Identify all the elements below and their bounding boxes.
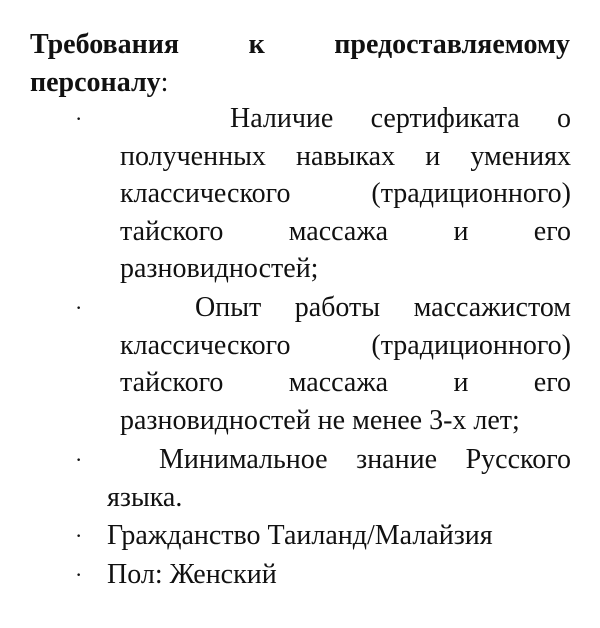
- bullet-icon: ·: [75, 106, 83, 131]
- section-heading: [30, 26, 570, 102]
- heading-colon: :: [160, 67, 169, 98]
- list-item-text: Минимальное знание Русского языка.: [107, 444, 571, 513]
- list-item-text: Опыт работы массажистом классического (традиционного) тайского массажа и его разновидностей не менее 3-х лет;: [120, 292, 571, 436]
- heading-title: Требования к предоставляемому персоналу: [30, 29, 570, 98]
- list-item-text: Пол: Женский: [107, 559, 277, 590]
- list-item-text: Гражданство Таиланд/Малайзия: [107, 520, 493, 551]
- bullet-icon: ·: [75, 562, 83, 587]
- bullet-icon: ·: [75, 295, 83, 320]
- bullet-icon: ·: [75, 523, 83, 548]
- bullet-icon: ·: [75, 447, 83, 472]
- list-item-text: Наличие сертификата о полученных навыках и умениях классического (традиционного) тайского массажа и его разновидностей;: [120, 103, 571, 284]
